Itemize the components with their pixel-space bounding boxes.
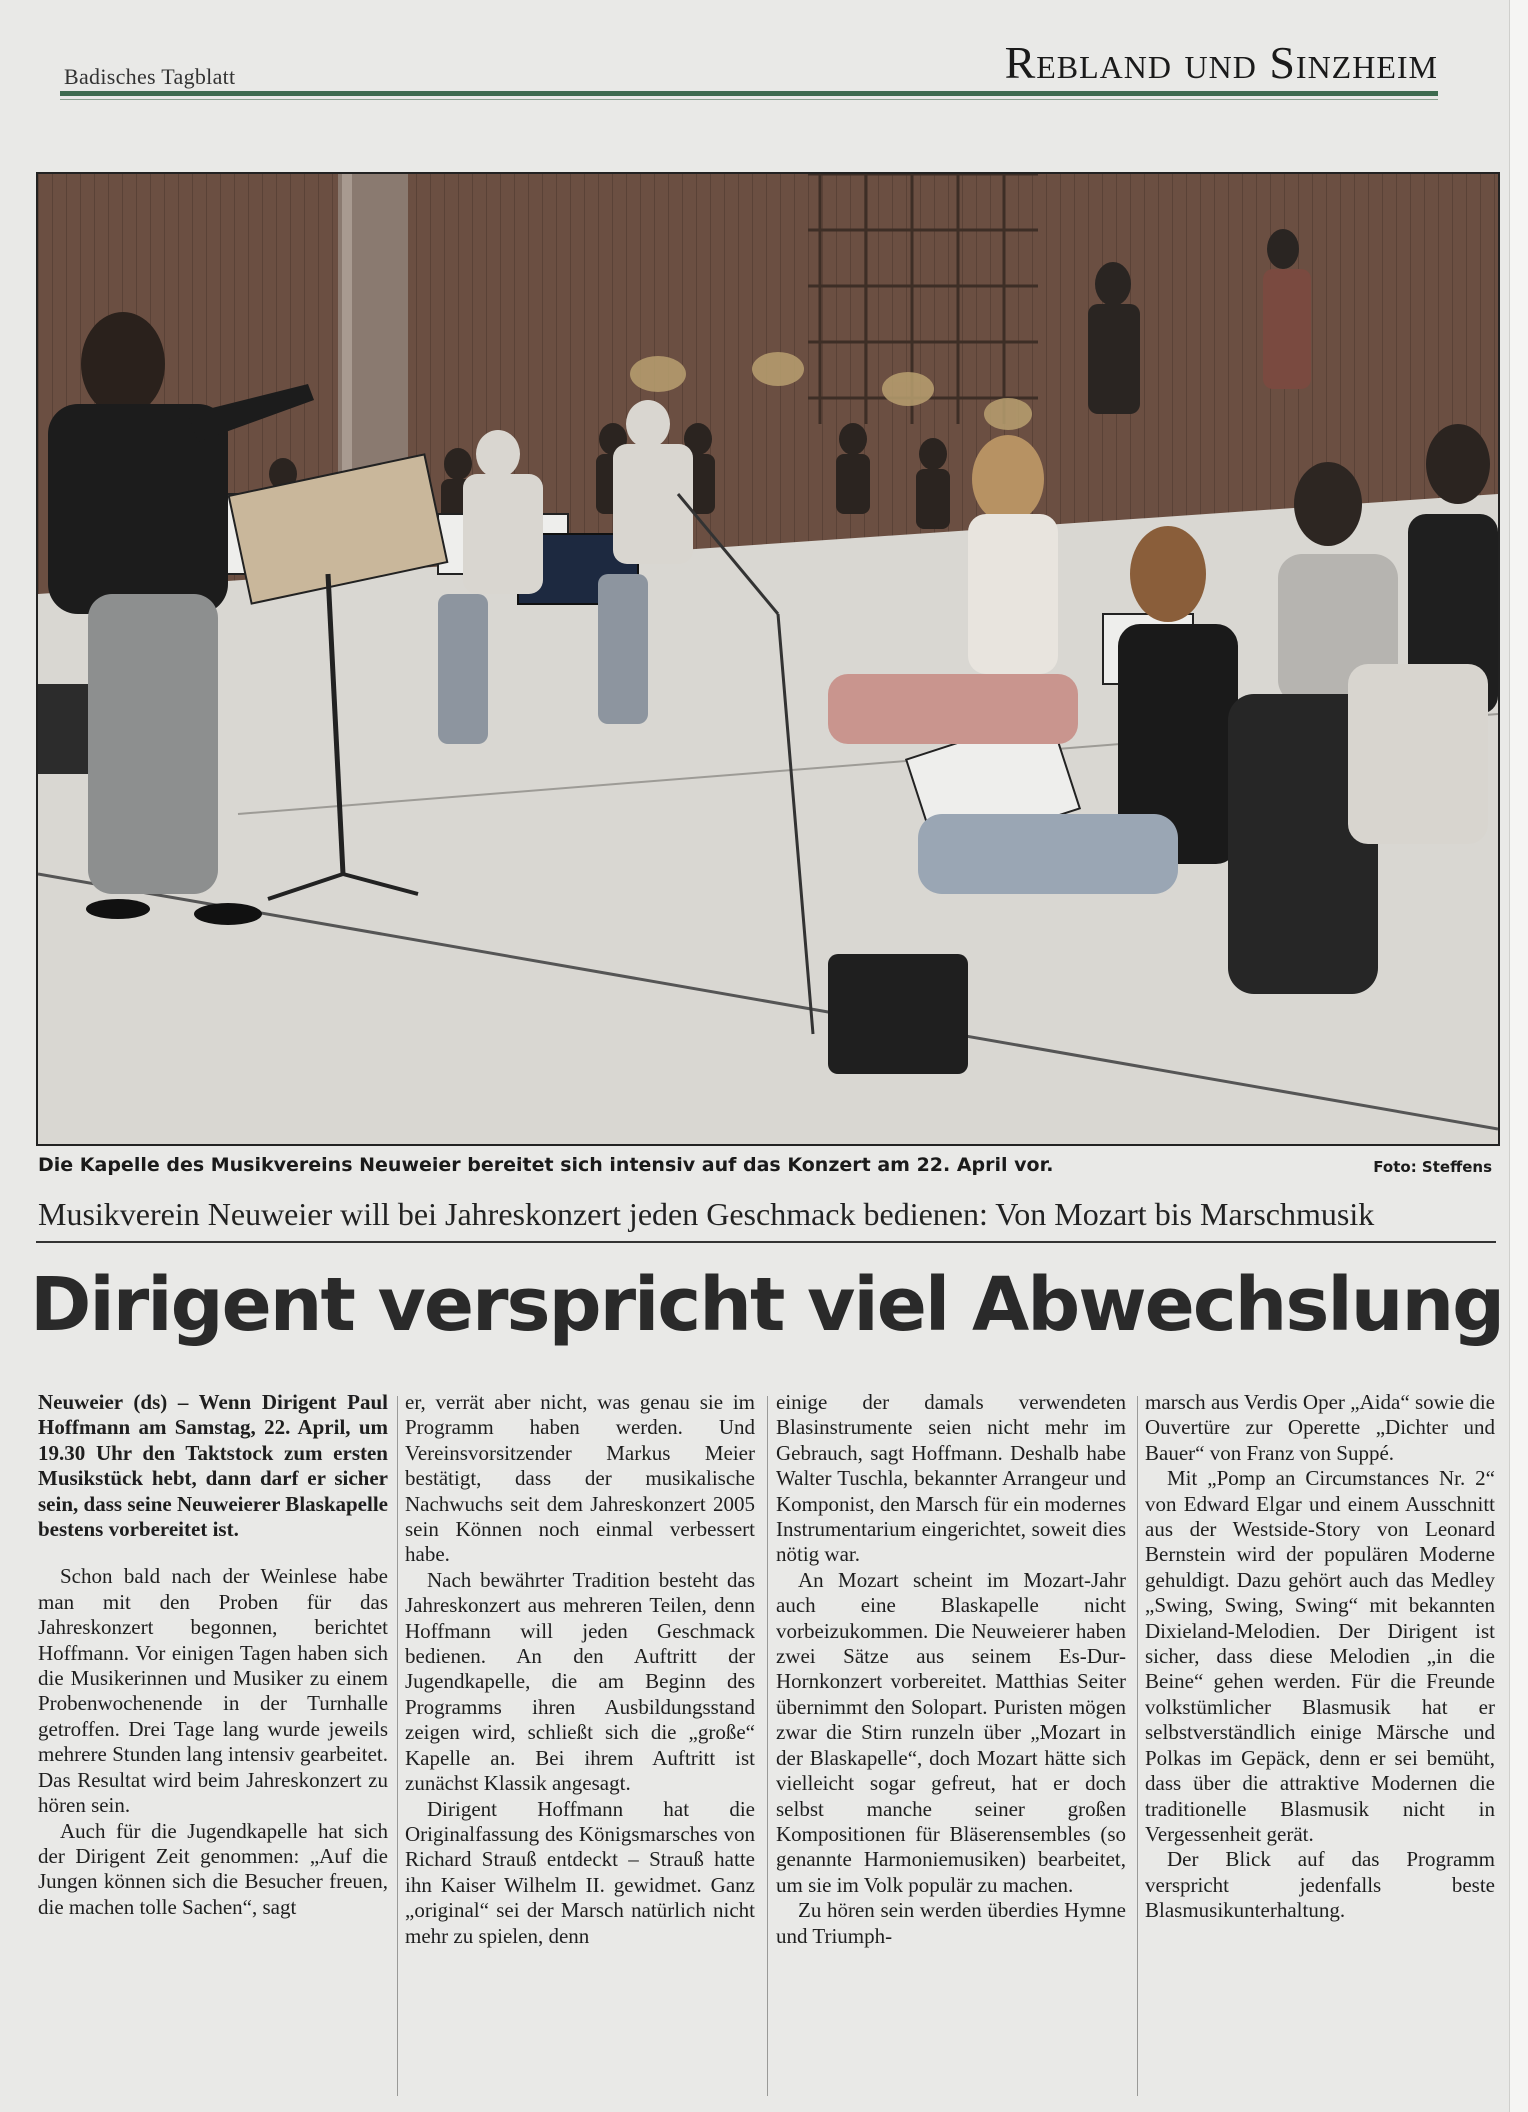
article-column-2: [405, 1390, 755, 1949]
column-divider: [767, 1396, 768, 2096]
photo-caption: [36, 1150, 1496, 1184]
scan-edge: [1509, 0, 1528, 2112]
paragraph: Zu hören sein werden überdies Hymne und Triumph-: [776, 1898, 1126, 1948]
paragraph: Mit „Pomp an Circumstances Nr. 2“ von Edward Elgar und einem Ausschnitt aus der Westside-Story von Leonard Bernstein wird der populären Moderne gehuldigt. Dazu gehört auch das Medley „Swing, Swing, Swing“ mit bekannten Dixieland-Melodien. Der Dirigent ist sicher, dass diese Melodien „in die Beine“ gehen werden. Für die Freunde volkstümlicher Blasmusik hat er selbstverständlich einige Märsche und Polkas im Gepäck, denn er sei bemüht, dass über die attraktive Modernen die traditionelle Blasmusik nicht in Vergessenheit gerät.: [1145, 1466, 1495, 1846]
article-column-4: [1145, 1390, 1495, 1924]
paragraph: An Mozart scheint im Mozart-Jahr auch eine Blaskapelle nicht vorbeizukommen. Die Neuweierer haben zwei Sätze aus seinem Es-Dur-Hornkonzert vorbereitet. Matthias Seiter übernimmt den Solopart. Puristen mögen zwar die Stirn runzeln über „Mozart in der Blaskapelle“, doch Mozart hätte sich vielleicht sogar gefreut, hat er doch selbst manche seiner großen Kompositionen für Bläserensembles (so genannte Harmoniemusiken) bearbeitet, um sie im Volk populär zu machen.: [776, 1567, 1126, 1897]
paragraph: Schon bald nach der Weinlese habe man mit den Proben für das Jahreskonzert begonnen, berichtet Hoffmann. Vor einigen Tagen haben sich die Musikerinnen und Musiker zu einem Probenwochenende in der Turnhalle getroffen. Drei Tage lang wurde jeweils mehrere Stunden lang intensiv gearbeitet. Das Resultat wird beim Jahreskonzert zu hören sein.: [38, 1564, 388, 1818]
article-column-1: [38, 1390, 388, 1920]
header-rule: [60, 91, 1438, 96]
paragraph: er, verrät aber nicht, was genau sie im Programm haben werden. Und Vereinsvorsitzender Markus Meier bestätigt, dass der musikalische Nachwuchs seit dem Jahreskonzert 2005 sein Können noch einmal verbessert habe.: [405, 1390, 755, 1567]
paragraph: Der Blick auf das Programm verspricht jedenfalls beste Blasmusikunterhaltung.: [1145, 1847, 1495, 1923]
column-divider: [397, 1396, 398, 2096]
paragraph: marsch aus Verdis Oper „Aida“ sowie die Ouvertüre zur Operette „Dichter und Bauer“ von Franz von Suppé.: [1145, 1390, 1495, 1465]
article-kicker: [36, 1196, 1496, 1243]
paragraph: Auch für die Jugendkapelle hat sich der Dirigent Zeit genommen: „Auf die Jungen können sich die Besucher freuen, die machen tolle Sachen“, sagt: [38, 1818, 388, 1919]
column-divider: [1137, 1396, 1138, 2096]
newspaper-name: Badisches Tagblatt: [64, 64, 236, 89]
caption-text: Die Kapelle des Musikvereins Neuweier bereitet sich intensiv auf das Konzert am 22. April vor.: [38, 1154, 1054, 1176]
paragraph: Dirigent Hoffmann hat die Originalfassung des Königsmarsches von Richard Strauß entdeckt – Strauß hatte ihn Kaiser Wilhelm II. gewidmet. Ganz „original“ sei der Marsch natürlich nicht mehr zu spielen, denn: [405, 1796, 755, 1948]
article-body: [38, 1390, 1498, 2100]
article-column-3: [776, 1390, 1126, 1949]
band-rehearsal-photo: [36, 172, 1500, 1146]
section-title: Rebland und Sinzheim: [1004, 37, 1438, 88]
paragraph: einige der damals verwendeten Blasinstrumente seien nicht mehr im Gebrauch, sagt Hoffmann. Deshalb habe Walter Tuschla, bekannter Arrangeur und Komponist, den Marsch für ein modernes Instrumentarium eingerichtet, soweit dies nötig war.: [776, 1390, 1126, 1567]
paragraph: Nach bewährter Tradition besteht das Jahreskonzert aus mehreren Teilen, denn Hoffmann will jeden Geschmack bedienen. An den Auftritt der Jugendkapelle, die am Beginn des Programms ihren Ausbildungsstand zeigen wird, schließt sich die „große“ Kapelle an. Bei ihrem Auftritt ist zunächst Klassik angesagt.: [405, 1567, 755, 1796]
header-rule-thin: [60, 99, 1438, 100]
article-lead: Neuweier (ds) – Wenn Dirigent Paul Hoffmann am Samstag, 22. April, um 19.30 Uhr den Taktstock zum ersten Musikstück hebt, dann darf er sicher sein, dass seine Neuweierer Blaskapelle bestens vorbereitet ist.: [38, 1390, 388, 1542]
kicker-text: Musikverein Neuweier will bei Jahreskonzert jeden Geschmack bedienen: Von Mozart bis Marschmusik: [38, 1196, 1375, 1232]
page-header: [60, 30, 1438, 100]
photo-credit: Foto: Steffens: [1373, 1158, 1492, 1176]
article-headline: Dirigent verspricht viel Abwechslung: [30, 1262, 1504, 1348]
